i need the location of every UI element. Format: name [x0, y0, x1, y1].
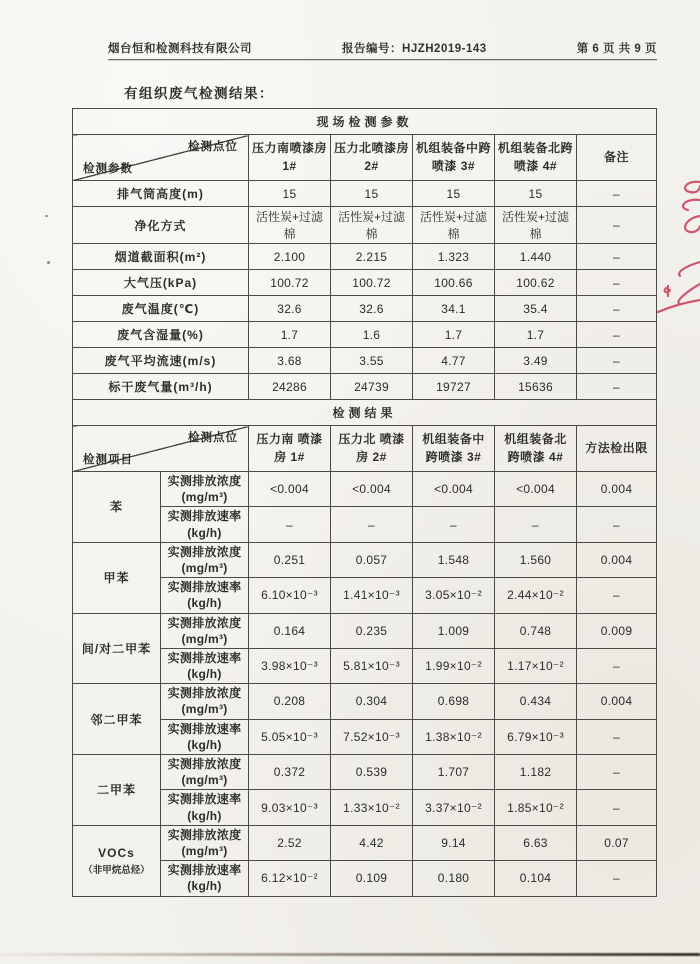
measure-label: 实测排放速率 (kg/h) [161, 790, 249, 825]
column-header: 压力北喷漆房 2# [331, 135, 413, 181]
result-value: 9.03×10⁻³ [249, 790, 331, 825]
scan-speck [47, 261, 50, 264]
pollutant-name [73, 472, 161, 543]
result-value: 1.38×10⁻² [413, 719, 495, 754]
result-value: – [331, 507, 413, 542]
param-value: – [577, 270, 657, 296]
param-value: 15636 [495, 374, 577, 400]
param-value: 3.49 [495, 348, 577, 374]
param-row-label: 烟道截面积(m²) [73, 244, 249, 270]
param-value: – [577, 181, 657, 207]
result-value: 0.251 [249, 542, 331, 577]
measure-label: 实测排放浓度 (mg/m³) [161, 542, 249, 577]
result-value: 3.37×10⁻² [413, 790, 495, 825]
column-header: 方法检出限 [577, 426, 657, 472]
result-value: 6.10×10⁻³ [249, 578, 331, 613]
param-value: 1.7 [413, 322, 495, 348]
result-value: 1.33×10⁻² [331, 790, 413, 825]
param-value: – [577, 296, 657, 322]
corner-label-bottom: 检测参数 [83, 163, 133, 175]
param-row-label: 废气温度(℃) [73, 296, 249, 322]
column-header: 机组装备中跨喷漆 3# [413, 135, 495, 181]
corner-label-top: 检测点位 [188, 141, 238, 153]
table-section-title: 检测结果 [73, 400, 657, 426]
result-value: 0.109 [331, 861, 413, 896]
scan-speck [45, 215, 48, 217]
result-value: – [577, 507, 657, 542]
column-header: 机组装备中 跨喷漆 3# [413, 426, 495, 472]
param-value: – [577, 374, 657, 400]
column-header: 压力南喷漆房 1# [249, 135, 331, 181]
result-value: 2.52 [249, 825, 331, 860]
result-value: 0.104 [495, 861, 577, 896]
pollutant-name-subtext: （非甲烷总烃） [83, 864, 150, 876]
param-value: 1.7 [495, 322, 577, 348]
column-header: 备注 [577, 135, 657, 181]
column-header: 压力北 喷漆房 2# [331, 426, 413, 472]
param-value: 32.6 [249, 296, 331, 322]
scan-bottom-edge [0, 953, 700, 956]
pollutant-name [73, 613, 161, 684]
result-value: 1.182 [495, 755, 577, 790]
result-value: – [577, 648, 657, 683]
result-value: 3.98×10⁻³ [249, 648, 331, 683]
result-value: 0.434 [495, 684, 577, 719]
result-value: 0.004 [577, 472, 657, 507]
corner-label-top: 检测点位 [188, 432, 238, 444]
result-value: 3.05×10⁻² [413, 578, 495, 613]
result-value: <0.004 [495, 472, 577, 507]
result-value: 1.85×10⁻² [495, 790, 577, 825]
pollutant-name-text: 苯 [109, 500, 123, 515]
param-row-label: 净化方式 [73, 207, 249, 244]
pollutant-name [73, 684, 161, 755]
param-value: 3.68 [249, 348, 331, 374]
result-value: 1.41×10⁻³ [331, 578, 413, 613]
param-value: 15 [413, 181, 495, 207]
param-value: 15 [331, 181, 413, 207]
result-value: 1.99×10⁻² [413, 648, 495, 683]
param-value: 19727 [413, 374, 495, 400]
param-value: 24739 [331, 374, 413, 400]
red-annotation-mark-lower [656, 258, 700, 318]
param-value: 100.72 [331, 270, 413, 296]
red-annotation-mark-upper [660, 176, 700, 242]
measure-label: 实测排放浓度 (mg/m³) [161, 755, 249, 790]
result-value: 2.44×10⁻² [495, 578, 577, 613]
column-header: 压力南 喷漆房 1# [249, 426, 331, 472]
result-value: 1.009 [413, 613, 495, 648]
result-value: 0.004 [577, 542, 657, 577]
result-value: 0.539 [331, 755, 413, 790]
param-value: 100.62 [495, 270, 577, 296]
measure-label: 实测排放浓度 (mg/m³) [161, 684, 249, 719]
param-value: 34.1 [413, 296, 495, 322]
result-value: 1.707 [413, 755, 495, 790]
param-value: 活性炭+过滤棉 [495, 207, 577, 244]
result-value: 0.698 [413, 684, 495, 719]
result-value: 6.63 [495, 825, 577, 860]
result-value: – [249, 507, 331, 542]
result-value: 0.057 [331, 542, 413, 577]
measure-label: 实测排放浓度 (mg/m³) [161, 825, 249, 860]
pollutant-name-text: 甲苯 [103, 571, 130, 586]
param-value: 活性炭+过滤棉 [249, 207, 331, 244]
param-value: 3.55 [331, 348, 413, 374]
param-value: 32.6 [331, 296, 413, 322]
result-value: 0.07 [577, 825, 657, 860]
param-value: 1.440 [495, 244, 577, 270]
corner-header-cell [73, 135, 249, 181]
result-value: 0.180 [413, 861, 495, 896]
pollutant-name [73, 542, 161, 613]
param-value: 2.100 [249, 244, 331, 270]
param-value: 活性炭+过滤棉 [331, 207, 413, 244]
result-value: – [577, 861, 657, 896]
param-value: 1.7 [249, 322, 331, 348]
param-value: – [577, 244, 657, 270]
company-name: 烟台恒和检测科技有限公司 [108, 43, 252, 55]
param-value: 2.215 [331, 244, 413, 270]
pollutant-name-text: 间/对二甲苯 [81, 641, 152, 656]
result-value: 0.004 [577, 684, 657, 719]
result-value: 6.12×10⁻² [249, 861, 331, 896]
param-value: 15 [249, 181, 331, 207]
param-row-label: 排气筒高度(m) [73, 181, 249, 207]
emission-report-table [72, 108, 657, 897]
result-value: 6.79×10⁻³ [495, 719, 577, 754]
result-value: 7.52×10⁻³ [331, 719, 413, 754]
param-value: 4.77 [413, 348, 495, 374]
result-value: 5.81×10⁻³ [331, 648, 413, 683]
param-value: 1.6 [331, 322, 413, 348]
pollutant-name-text: 邻二甲苯 [90, 712, 143, 727]
result-value: 0.009 [577, 613, 657, 648]
param-value: 1.323 [413, 244, 495, 270]
result-value: 4.42 [331, 825, 413, 860]
result-value: <0.004 [249, 472, 331, 507]
result-value: <0.004 [331, 472, 413, 507]
result-value: 0.372 [249, 755, 331, 790]
param-value: 100.72 [249, 270, 331, 296]
param-row-label: 大气压(kPa) [73, 270, 249, 296]
measure-label: 实测排放浓度 (mg/m³) [161, 472, 249, 507]
document-header [108, 40, 657, 56]
result-value: 5.05×10⁻³ [249, 719, 331, 754]
param-value: – [577, 207, 657, 244]
table-section-title: 现场检测参数 [73, 109, 657, 135]
result-value: 0.208 [249, 684, 331, 719]
result-value: 0.235 [331, 613, 413, 648]
column-header: 机组装备北跨喷漆 4# [495, 135, 577, 181]
param-value: 活性炭+过滤棉 [413, 207, 495, 244]
column-header: 机组装备北 跨喷漆 4# [495, 426, 577, 472]
result-value: 0.748 [495, 613, 577, 648]
param-row-label: 废气含湿量(%) [73, 322, 249, 348]
corner-label-bottom: 检测项目 [83, 454, 133, 466]
result-value: 1.548 [413, 542, 495, 577]
param-value: – [577, 322, 657, 348]
result-value: 0.304 [331, 684, 413, 719]
result-value: 1.560 [495, 542, 577, 577]
measure-label: 实测排放速率 (kg/h) [161, 719, 249, 754]
measure-label: 实测排放速率 (kg/h) [161, 648, 249, 683]
pollutant-name-text: VOCs [98, 845, 135, 860]
measure-label: 实测排放速率 (kg/h) [161, 507, 249, 542]
result-value: – [413, 507, 495, 542]
param-value: 15 [495, 181, 577, 207]
result-value: – [577, 790, 657, 825]
header-divider [108, 59, 657, 60]
result-value: – [577, 755, 657, 790]
param-value: 35.4 [495, 296, 577, 322]
result-value: – [577, 719, 657, 754]
param-value: 100.66 [413, 270, 495, 296]
measure-label: 实测排放速率 (kg/h) [161, 578, 249, 613]
result-value: – [495, 507, 577, 542]
param-row-label: 标干废气量(m³/h) [73, 374, 249, 400]
pollutant-name [73, 825, 161, 896]
param-value: 24286 [249, 374, 331, 400]
page-indicator: 第 6 页 共 9 页 [576, 43, 657, 55]
measure-label: 实测排放速率 (kg/h) [161, 861, 249, 896]
corner-header-cell [73, 426, 249, 472]
result-value: 1.17×10⁻² [495, 648, 577, 683]
pollutant-name [73, 755, 161, 826]
param-row-label: 废气平均流速(m/s) [73, 348, 249, 374]
result-value: 0.164 [249, 613, 331, 648]
result-value: <0.004 [413, 472, 495, 507]
result-value: 9.14 [413, 825, 495, 860]
param-value: – [577, 348, 657, 374]
measure-label: 实测排放浓度 (mg/m³) [161, 613, 249, 648]
result-value: – [577, 578, 657, 613]
pollutant-name-text: 二甲苯 [96, 783, 136, 798]
section-title: 有组织废气检测结果： [124, 86, 274, 101]
report-number: 报告编号：HJZH2019-143 [342, 43, 487, 55]
